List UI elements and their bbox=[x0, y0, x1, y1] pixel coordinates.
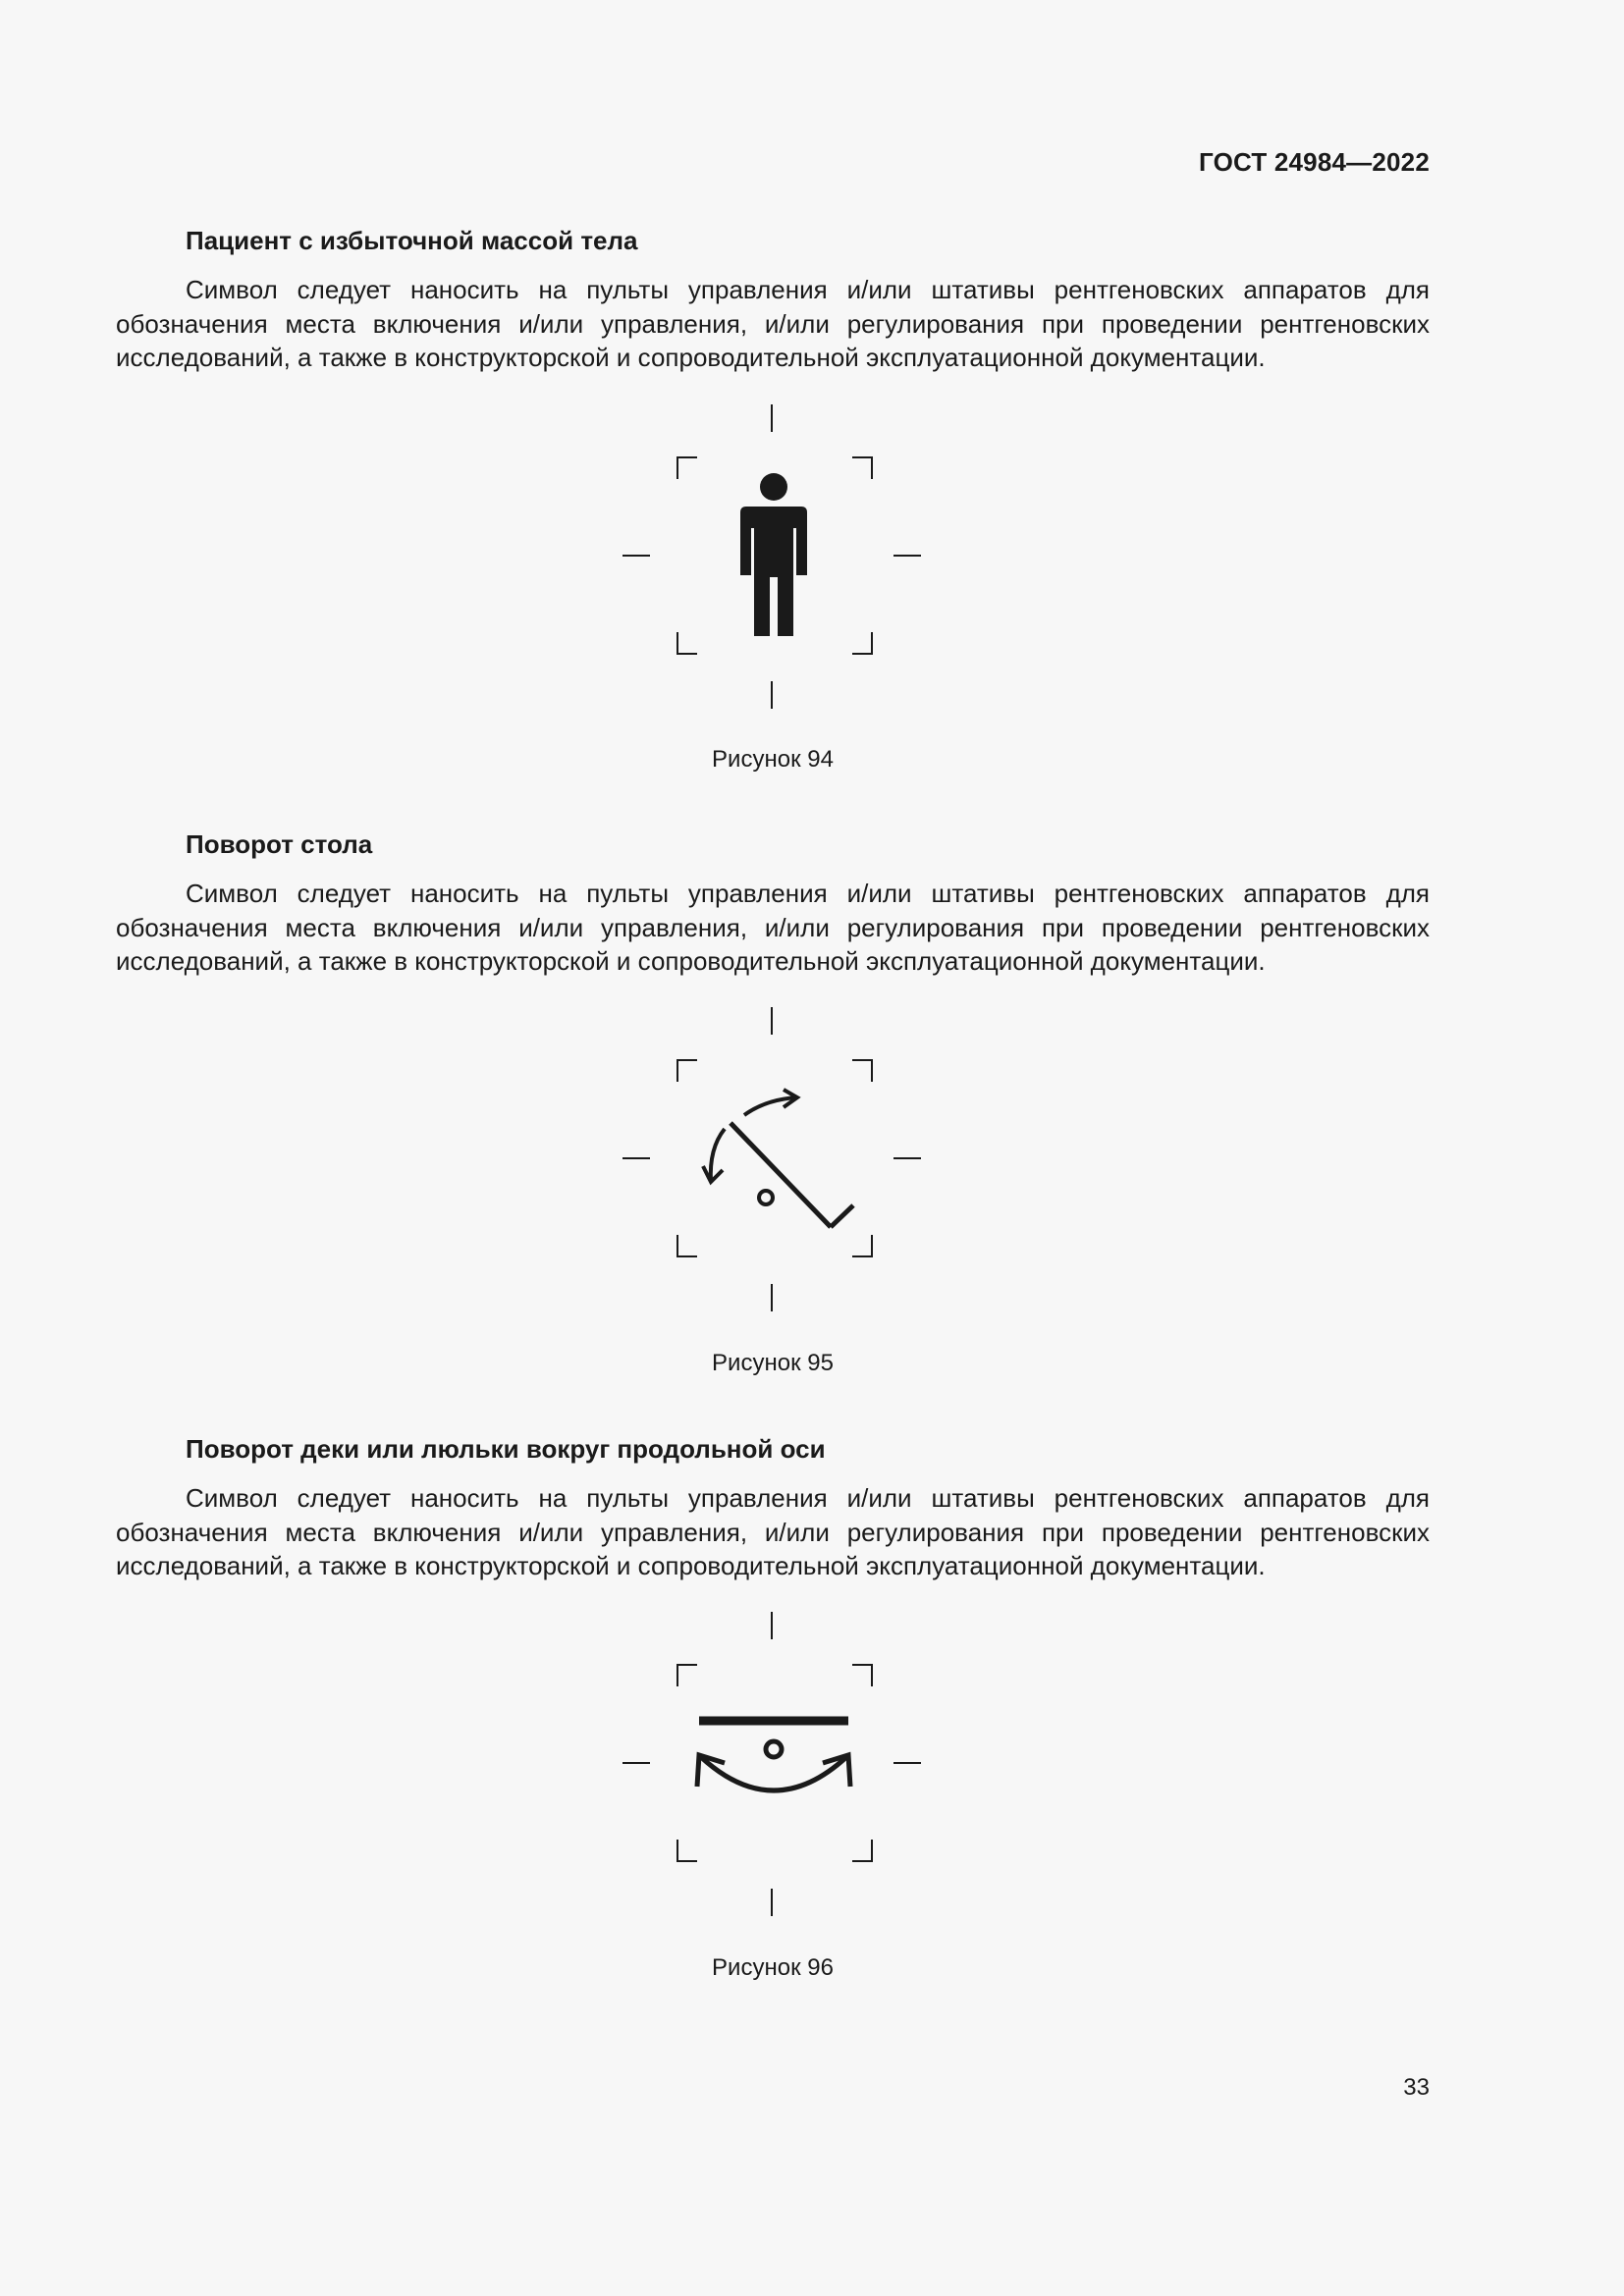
section-text-deck-rotation: Символ следует наносить на пульты управления и/или штативы рентгеновских аппаратов для обозначения места включения и/или управления, и/или регулирования при проведении рентгеновских исследований, а также в конструкторской и сопроводительной эксплуатационной документации. bbox=[116, 1483, 1430, 1580]
symbol-frame-marks bbox=[623, 1612, 921, 1916]
figure-96-svg bbox=[615, 1608, 929, 1922]
figure-96-symbol bbox=[615, 1608, 929, 1922]
person-icon bbox=[740, 473, 807, 636]
table-rotation-icon bbox=[703, 1090, 853, 1227]
section-title-deck-rotation: Поворот деки или люльки вокруг продольной оси bbox=[186, 1434, 826, 1464]
figure-95-svg bbox=[615, 1003, 929, 1317]
document-id: ГОСТ 24984—2022 bbox=[1199, 147, 1430, 177]
section-title-table-rotation: Поворот стола bbox=[186, 829, 373, 859]
figure-95-caption: Рисунок 95 bbox=[712, 1350, 834, 1376]
figure-94-svg bbox=[615, 400, 929, 715]
figure-95-symbol bbox=[615, 1003, 929, 1317]
deck-rotation-icon bbox=[697, 1721, 850, 1790]
figure-94-caption: Рисунок 94 bbox=[712, 746, 834, 773]
figure-94-symbol bbox=[615, 400, 929, 715]
symbol-frame-marks bbox=[623, 1007, 921, 1311]
page-number: 33 bbox=[1403, 2074, 1430, 2101]
section-text-overweight-patient: Символ следует наносить на пульты управления и/или штативы рентгеновских аппаратов для обозначения места включения и/или управления, и/или регулирования при проведении рентгеновских исследований, а также в конструкторской и сопроводительной эксплуатационной документации. bbox=[116, 275, 1430, 372]
section-text-table-rotation: Символ следует наносить на пульты управления и/или штативы рентгеновских аппаратов для обозначения места включения и/или управления, и/или регулирования при проведении рентгеновских исследований, а также в конструкторской и сопроводительной эксплуатационной документации. bbox=[116, 879, 1430, 976]
figure-96-caption: Рисунок 96 bbox=[712, 1954, 834, 1981]
section-title-overweight-patient: Пациент с избыточной массой тела bbox=[186, 226, 638, 255]
